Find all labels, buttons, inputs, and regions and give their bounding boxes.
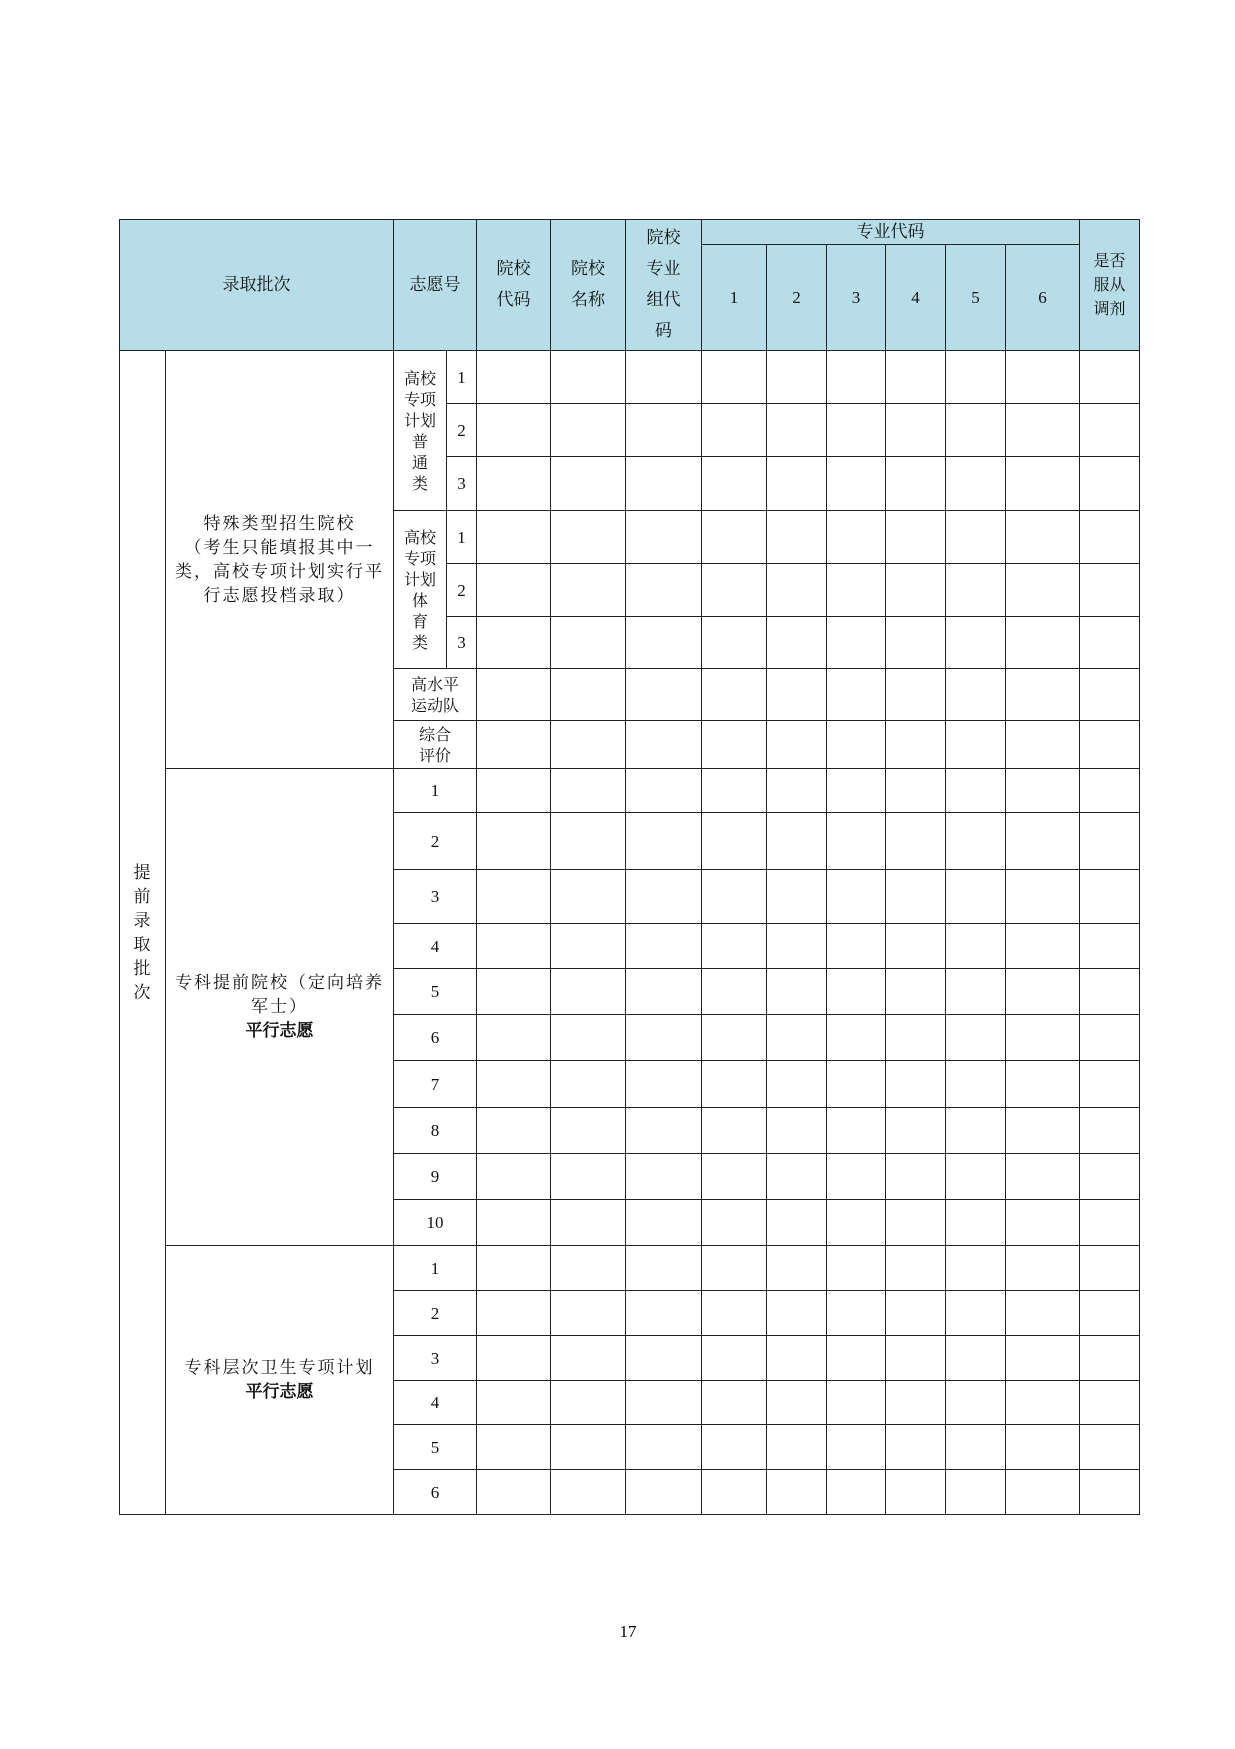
major-1-cell[interactable] <box>702 457 767 511</box>
school-code-cell[interactable] <box>477 1246 551 1291</box>
major-5-cell[interactable] <box>946 511 1006 564</box>
major-4-cell[interactable] <box>886 669 946 721</box>
major-4-cell[interactable] <box>886 870 946 924</box>
school-code-cell[interactable] <box>477 769 551 813</box>
major-5-cell[interactable] <box>946 813 1006 870</box>
choice-number: 2 <box>394 1291 477 1336</box>
group-code-cell[interactable] <box>626 769 702 813</box>
subcategory-label: 综合 评价 <box>394 721 477 769</box>
school-name-cell[interactable] <box>551 1425 626 1470</box>
major-6-cell[interactable] <box>1006 1470 1080 1515</box>
major-1-cell[interactable] <box>702 1061 767 1108</box>
major-2-cell[interactable] <box>767 1108 827 1154</box>
major-4-cell[interactable] <box>886 813 946 870</box>
major-4-cell[interactable] <box>886 1336 946 1381</box>
major-4-cell[interactable] <box>886 924 946 969</box>
major-1-cell[interactable] <box>702 1200 767 1246</box>
school-name-cell[interactable] <box>551 1015 626 1061</box>
school-code-cell[interactable] <box>477 511 551 564</box>
major-5-cell[interactable] <box>946 617 1006 669</box>
school-code-cell[interactable] <box>477 1015 551 1061</box>
major-6-cell[interactable] <box>1006 1246 1080 1291</box>
major-3-cell[interactable] <box>827 969 886 1015</box>
accept-adjustment-cell[interactable] <box>1080 1291 1140 1336</box>
group-code-cell[interactable] <box>626 870 702 924</box>
header-major-6: 6 <box>1006 245 1080 351</box>
major-2-cell[interactable] <box>767 564 827 617</box>
choice-number: 6 <box>394 1470 477 1515</box>
section-label <box>166 769 394 1246</box>
section-label <box>166 1246 394 1515</box>
major-2-cell[interactable] <box>767 511 827 564</box>
school-code-cell[interactable] <box>477 1425 551 1470</box>
table-body <box>120 351 1140 1515</box>
major-3-cell[interactable] <box>827 351 886 404</box>
group-code-cell[interactable] <box>626 1246 702 1291</box>
major-1-cell[interactable] <box>702 511 767 564</box>
accept-adjustment-cell[interactable] <box>1080 1061 1140 1108</box>
school-name-cell[interactable] <box>551 1154 626 1200</box>
school-name-cell[interactable] <box>551 351 626 404</box>
major-6-cell[interactable] <box>1006 351 1080 404</box>
school-name-cell[interactable] <box>551 769 626 813</box>
major-2-cell[interactable] <box>767 1291 827 1336</box>
major-3-cell[interactable] <box>827 1470 886 1515</box>
section-label-text: 专科提前院校（定向培养军士） <box>175 973 384 1017</box>
major-4-cell[interactable] <box>886 1291 946 1336</box>
major-5-cell[interactable] <box>946 1200 1006 1246</box>
major-3-cell[interactable] <box>827 721 886 769</box>
major-1-cell[interactable] <box>702 813 767 870</box>
major-3-cell[interactable] <box>827 511 886 564</box>
choice-number: 2 <box>447 564 477 617</box>
school-code-cell[interactable] <box>477 1336 551 1381</box>
major-1-cell[interactable] <box>702 1425 767 1470</box>
school-code-cell[interactable] <box>477 617 551 669</box>
major-6-cell[interactable] <box>1006 813 1080 870</box>
group-code-cell[interactable] <box>626 969 702 1015</box>
major-5-cell[interactable] <box>946 769 1006 813</box>
major-2-cell[interactable] <box>767 1015 827 1061</box>
batch-label: 提 前 录 取 批 次 <box>120 351 166 1515</box>
header-group-code: 院校 专业 组代 码 <box>626 220 702 351</box>
major-1-cell[interactable] <box>702 969 767 1015</box>
table-row <box>120 1246 1140 1291</box>
major-1-cell[interactable] <box>702 617 767 669</box>
group-code-cell[interactable] <box>626 1336 702 1381</box>
accept-adjustment-cell[interactable] <box>1080 1154 1140 1200</box>
major-5-cell[interactable] <box>946 351 1006 404</box>
accept-adjustment-cell[interactable] <box>1080 1336 1140 1381</box>
school-name-cell[interactable] <box>551 1381 626 1425</box>
group-code-cell[interactable] <box>626 721 702 769</box>
major-4-cell[interactable] <box>886 564 946 617</box>
major-3-cell[interactable] <box>827 564 886 617</box>
school-code-cell[interactable] <box>477 1061 551 1108</box>
major-1-cell[interactable] <box>702 1470 767 1515</box>
group-code-cell[interactable] <box>626 1061 702 1108</box>
major-6-cell[interactable] <box>1006 1108 1080 1154</box>
major-2-cell[interactable] <box>767 351 827 404</box>
major-1-cell[interactable] <box>702 721 767 769</box>
major-6-cell[interactable] <box>1006 1015 1080 1061</box>
accept-adjustment-cell[interactable] <box>1080 969 1140 1015</box>
group-code-cell[interactable] <box>626 457 702 511</box>
school-name-cell[interactable] <box>551 564 626 617</box>
major-6-cell[interactable] <box>1006 404 1080 457</box>
major-3-cell[interactable] <box>827 813 886 870</box>
major-5-cell[interactable] <box>946 669 1006 721</box>
major-1-cell[interactable] <box>702 669 767 721</box>
accept-adjustment-cell[interactable] <box>1080 1015 1140 1061</box>
school-code-cell[interactable] <box>477 870 551 924</box>
accept-adjustment-cell[interactable] <box>1080 870 1140 924</box>
major-3-cell[interactable] <box>827 617 886 669</box>
choice-number: 5 <box>394 969 477 1015</box>
school-name-cell[interactable] <box>551 1061 626 1108</box>
major-4-cell[interactable] <box>886 1108 946 1154</box>
major-2-cell[interactable] <box>767 769 827 813</box>
major-1-cell[interactable] <box>702 1015 767 1061</box>
school-name-cell[interactable] <box>551 1291 626 1336</box>
major-6-cell[interactable] <box>1006 1200 1080 1246</box>
header-accept-adjustment: 是否 服从 调剂 <box>1080 220 1140 351</box>
major-2-cell[interactable] <box>767 813 827 870</box>
accept-adjustment-cell[interactable] <box>1080 1381 1140 1425</box>
accept-adjustment-cell[interactable] <box>1080 457 1140 511</box>
accept-adjustment-cell[interactable] <box>1080 1246 1140 1291</box>
major-6-cell[interactable] <box>1006 1381 1080 1425</box>
major-1-cell[interactable] <box>702 1336 767 1381</box>
school-name-cell[interactable] <box>551 457 626 511</box>
school-name-cell[interactable] <box>551 404 626 457</box>
major-5-cell[interactable] <box>946 1336 1006 1381</box>
school-name-cell[interactable] <box>551 1470 626 1515</box>
major-6-cell[interactable] <box>1006 564 1080 617</box>
major-3-cell[interactable] <box>827 924 886 969</box>
header-major-3: 3 <box>827 245 886 351</box>
choice-number: 3 <box>394 1336 477 1381</box>
school-name-cell[interactable] <box>551 1336 626 1381</box>
school-code-cell[interactable] <box>477 924 551 969</box>
major-4-cell[interactable] <box>886 721 946 769</box>
school-name-cell[interactable] <box>551 813 626 870</box>
school-code-cell[interactable] <box>477 969 551 1015</box>
accept-adjustment-cell[interactable] <box>1080 1425 1140 1470</box>
group-code-cell[interactable] <box>626 404 702 457</box>
major-4-cell[interactable] <box>886 1425 946 1470</box>
group-code-cell[interactable] <box>626 813 702 870</box>
school-code-cell[interactable] <box>477 1291 551 1336</box>
school-name-cell[interactable] <box>551 511 626 564</box>
group-code-cell[interactable] <box>626 1470 702 1515</box>
school-code-cell[interactable] <box>477 813 551 870</box>
accept-adjustment-cell[interactable] <box>1080 617 1140 669</box>
school-code-cell[interactable] <box>477 1108 551 1154</box>
major-5-cell[interactable] <box>946 1470 1006 1515</box>
subcategory-label: 高校 专项 计划 普 通 类 <box>394 351 447 511</box>
major-6-cell[interactable] <box>1006 1154 1080 1200</box>
major-3-cell[interactable] <box>827 404 886 457</box>
table-row <box>120 351 1140 404</box>
school-code-cell[interactable] <box>477 1200 551 1246</box>
school-code-cell[interactable] <box>477 721 551 769</box>
major-6-cell[interactable] <box>1006 870 1080 924</box>
group-code-cell[interactable] <box>626 1200 702 1246</box>
major-6-cell[interactable] <box>1006 457 1080 511</box>
major-6-cell[interactable] <box>1006 721 1080 769</box>
major-4-cell[interactable] <box>886 404 946 457</box>
accept-adjustment-cell[interactable] <box>1080 404 1140 457</box>
school-code-cell[interactable] <box>477 1381 551 1425</box>
header-major-5: 5 <box>946 245 1006 351</box>
choice-number: 1 <box>447 511 477 564</box>
major-3-cell[interactable] <box>827 1381 886 1425</box>
major-2-cell[interactable] <box>767 1381 827 1425</box>
choice-number: 7 <box>394 1061 477 1108</box>
major-1-cell[interactable] <box>702 1381 767 1425</box>
major-1-cell[interactable] <box>702 1108 767 1154</box>
major-4-cell[interactable] <box>886 457 946 511</box>
major-6-cell[interactable] <box>1006 617 1080 669</box>
major-2-cell[interactable] <box>767 1470 827 1515</box>
major-4-cell[interactable] <box>886 1246 946 1291</box>
choice-number: 2 <box>394 813 477 870</box>
major-6-cell[interactable] <box>1006 924 1080 969</box>
major-6-cell[interactable] <box>1006 1291 1080 1336</box>
school-name-cell[interactable] <box>551 924 626 969</box>
major-1-cell[interactable] <box>702 351 767 404</box>
section-label-text: 专科层次卫生专项计划 <box>184 1358 375 1378</box>
school-name-cell[interactable] <box>551 669 626 721</box>
choice-number: 10 <box>394 1200 477 1246</box>
major-5-cell[interactable] <box>946 924 1006 969</box>
group-code-cell[interactable] <box>626 1015 702 1061</box>
choice-number: 9 <box>394 1154 477 1200</box>
header-major-1: 1 <box>702 245 767 351</box>
major-3-cell[interactable] <box>827 1246 886 1291</box>
major-2-cell[interactable] <box>767 924 827 969</box>
major-5-cell[interactable] <box>946 1291 1006 1336</box>
group-code-cell[interactable] <box>626 1108 702 1154</box>
section-mode-label: 平行志愿 <box>245 1382 314 1402</box>
page-number: 17 <box>619 1622 637 1641</box>
major-2-cell[interactable] <box>767 969 827 1015</box>
major-2-cell[interactable] <box>767 404 827 457</box>
major-2-cell[interactable] <box>767 1061 827 1108</box>
major-1-cell[interactable] <box>702 1246 767 1291</box>
major-2-cell[interactable] <box>767 1200 827 1246</box>
accept-adjustment-cell[interactable] <box>1080 924 1140 969</box>
accept-adjustment-cell[interactable] <box>1080 1470 1140 1515</box>
major-3-cell[interactable] <box>827 1154 886 1200</box>
major-2-cell[interactable] <box>767 1154 827 1200</box>
major-1-cell[interactable] <box>702 870 767 924</box>
school-name-cell[interactable] <box>551 969 626 1015</box>
group-code-cell[interactable] <box>626 1381 702 1425</box>
major-3-cell[interactable] <box>827 1291 886 1336</box>
group-code-cell[interactable] <box>626 511 702 564</box>
header-major-2: 2 <box>767 245 827 351</box>
subcategory-label: 高水平 运动队 <box>394 669 477 721</box>
group-code-cell[interactable] <box>626 924 702 969</box>
group-code-cell[interactable] <box>626 564 702 617</box>
school-code-cell[interactable] <box>477 404 551 457</box>
choice-number: 1 <box>394 1246 477 1291</box>
major-2-cell[interactable] <box>767 870 827 924</box>
major-3-cell[interactable] <box>827 1336 886 1381</box>
volunteer-form-table <box>119 219 1140 1515</box>
major-3-cell[interactable] <box>827 769 886 813</box>
major-2-cell[interactable] <box>767 721 827 769</box>
choice-number: 5 <box>394 1425 477 1470</box>
major-5-cell[interactable] <box>946 969 1006 1015</box>
header-batch: 录取批次 <box>120 220 394 351</box>
section-label-text: 特殊类型招生院校 （考生只能填报其中一类，高校专项计划实行平行志愿投档录取） <box>175 513 384 606</box>
header-major-code: 专业代码 <box>702 220 1080 245</box>
choice-number: 1 <box>394 769 477 813</box>
major-5-cell[interactable] <box>946 721 1006 769</box>
major-5-cell[interactable] <box>946 564 1006 617</box>
choice-number: 3 <box>447 457 477 511</box>
major-5-cell[interactable] <box>946 1061 1006 1108</box>
major-2-cell[interactable] <box>767 617 827 669</box>
table-row <box>120 769 1140 813</box>
major-3-cell[interactable] <box>827 1425 886 1470</box>
major-6-cell[interactable] <box>1006 969 1080 1015</box>
major-4-cell[interactable] <box>886 1470 946 1515</box>
major-6-cell[interactable] <box>1006 669 1080 721</box>
major-6-cell[interactable] <box>1006 1061 1080 1108</box>
school-code-cell[interactable] <box>477 351 551 404</box>
major-6-cell[interactable] <box>1006 1336 1080 1381</box>
major-4-cell[interactable] <box>886 1381 946 1425</box>
section-mode-label: 平行志愿 <box>245 1021 314 1041</box>
major-5-cell[interactable] <box>946 1015 1006 1061</box>
group-code-cell[interactable] <box>626 351 702 404</box>
major-3-cell[interactable] <box>827 457 886 511</box>
major-1-cell[interactable] <box>702 1154 767 1200</box>
section-label <box>166 351 394 769</box>
header-choice-number: 志愿号 <box>394 220 477 351</box>
major-4-cell[interactable] <box>886 769 946 813</box>
school-name-cell[interactable] <box>551 870 626 924</box>
major-2-cell[interactable] <box>767 669 827 721</box>
accept-adjustment-cell[interactable] <box>1080 1200 1140 1246</box>
major-4-cell[interactable] <box>886 511 946 564</box>
major-6-cell[interactable] <box>1006 1425 1080 1470</box>
major-1-cell[interactable] <box>702 404 767 457</box>
accept-adjustment-cell[interactable] <box>1080 669 1140 721</box>
school-code-cell[interactable] <box>477 564 551 617</box>
major-5-cell[interactable] <box>946 1154 1006 1200</box>
major-5-cell[interactable] <box>946 404 1006 457</box>
major-5-cell[interactable] <box>946 870 1006 924</box>
accept-adjustment-cell[interactable] <box>1080 721 1140 769</box>
major-3-cell[interactable] <box>827 870 886 924</box>
school-code-cell[interactable] <box>477 669 551 721</box>
major-3-cell[interactable] <box>827 669 886 721</box>
accept-adjustment-cell[interactable] <box>1080 1108 1140 1154</box>
major-2-cell[interactable] <box>767 457 827 511</box>
major-5-cell[interactable] <box>946 457 1006 511</box>
choice-number: 6 <box>394 1015 477 1061</box>
major-3-cell[interactable] <box>827 1108 886 1154</box>
major-5-cell[interactable] <box>946 1246 1006 1291</box>
major-1-cell[interactable] <box>702 564 767 617</box>
major-6-cell[interactable] <box>1006 511 1080 564</box>
major-6-cell[interactable] <box>1006 769 1080 813</box>
choice-number: 8 <box>394 1108 477 1154</box>
major-2-cell[interactable] <box>767 1246 827 1291</box>
major-4-cell[interactable] <box>886 1154 946 1200</box>
choice-number: 1 <box>447 351 477 404</box>
accept-adjustment-cell[interactable] <box>1080 351 1140 404</box>
school-code-cell[interactable] <box>477 1154 551 1200</box>
choice-number: 4 <box>394 924 477 969</box>
choice-number: 3 <box>447 617 477 669</box>
accept-adjustment-cell[interactable] <box>1080 813 1140 870</box>
group-code-cell[interactable] <box>626 1291 702 1336</box>
group-code-cell[interactable] <box>626 617 702 669</box>
major-4-cell[interactable] <box>886 1015 946 1061</box>
school-code-cell[interactable] <box>477 1470 551 1515</box>
school-name-cell[interactable] <box>551 617 626 669</box>
accept-adjustment-cell[interactable] <box>1080 511 1140 564</box>
major-3-cell[interactable] <box>827 1015 886 1061</box>
major-4-cell[interactable] <box>886 351 946 404</box>
major-1-cell[interactable] <box>702 924 767 969</box>
school-name-cell[interactable] <box>551 1108 626 1154</box>
header-major-4: 4 <box>886 245 946 351</box>
group-code-cell[interactable] <box>626 1154 702 1200</box>
school-name-cell[interactable] <box>551 721 626 769</box>
header-school-name: 院校 名称 <box>551 220 626 351</box>
major-4-cell[interactable] <box>886 617 946 669</box>
accept-adjustment-cell[interactable] <box>1080 564 1140 617</box>
accept-adjustment-cell[interactable] <box>1080 769 1140 813</box>
choice-number: 4 <box>394 1381 477 1425</box>
group-code-cell[interactable] <box>626 669 702 721</box>
major-2-cell[interactable] <box>767 1336 827 1381</box>
major-2-cell[interactable] <box>767 1425 827 1470</box>
major-4-cell[interactable] <box>886 1200 946 1246</box>
major-5-cell[interactable] <box>946 1381 1006 1425</box>
school-name-cell[interactable] <box>551 1246 626 1291</box>
major-1-cell[interactable] <box>702 1291 767 1336</box>
group-code-cell[interactable] <box>626 1425 702 1470</box>
choice-number: 2 <box>447 404 477 457</box>
major-5-cell[interactable] <box>946 1108 1006 1154</box>
choice-number: 3 <box>394 870 477 924</box>
major-5-cell[interactable] <box>946 1425 1006 1470</box>
school-name-cell[interactable] <box>551 1200 626 1246</box>
major-3-cell[interactable] <box>827 1061 886 1108</box>
major-3-cell[interactable] <box>827 1200 886 1246</box>
school-code-cell[interactable] <box>477 457 551 511</box>
subcategory-label: 高校 专项 计划 体 育 类 <box>394 511 447 669</box>
header-school-code: 院校 代码 <box>477 220 551 351</box>
major-4-cell[interactable] <box>886 1061 946 1108</box>
major-1-cell[interactable] <box>702 769 767 813</box>
major-4-cell[interactable] <box>886 969 946 1015</box>
